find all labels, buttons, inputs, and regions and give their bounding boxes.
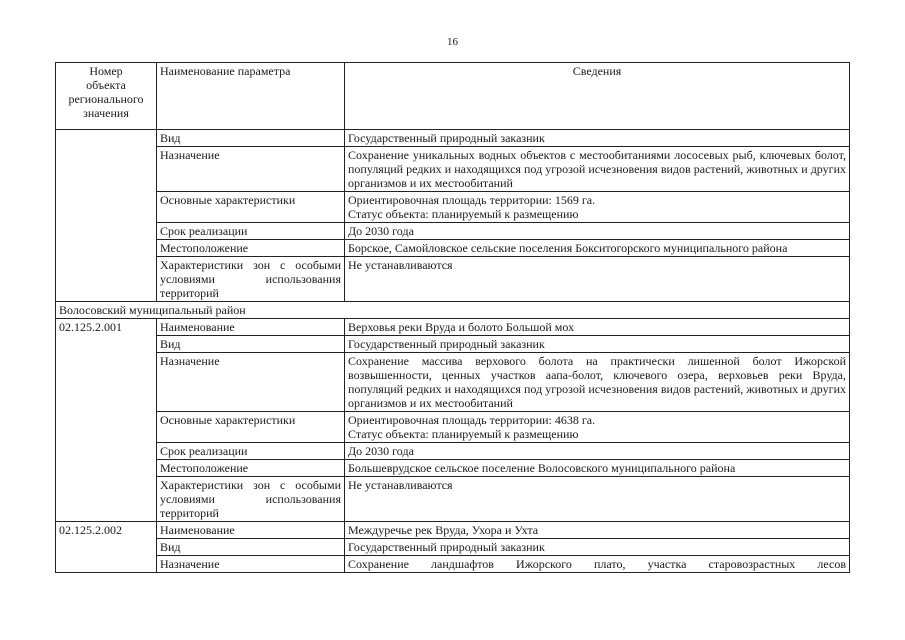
table-row <box>56 412 850 443</box>
param-name: Характеристики зон с особыми условиями использования территорий <box>157 477 345 522</box>
param-name: Местоположение <box>157 460 345 477</box>
param-name: Вид <box>157 130 345 147</box>
table-row <box>56 477 850 522</box>
param-name: Характеристики зон с особыми условиями использования территорий <box>157 257 345 302</box>
param-value: Не устанавливаются <box>345 477 850 522</box>
param-value: Государственный природный заказник <box>345 539 850 556</box>
table-row <box>56 522 850 539</box>
param-value: Борское, Самойловское сельские поселения Бокситогорского муниципального района <box>345 240 850 257</box>
table-row <box>56 240 850 257</box>
param-value: Сохранение ландшафтов Ижорского плато, участка старовозрастных лесов <box>345 556 850 573</box>
object-number: 02.125.2.002 <box>56 522 157 573</box>
param-name: Наименование <box>157 319 345 336</box>
param-name: Срок реализации <box>157 223 345 240</box>
table-row <box>56 130 850 147</box>
page-number: 16 <box>447 36 458 48</box>
object-number: 02.125.2.001 <box>56 319 157 522</box>
param-value: Ориентировочная площадь территории: 1569 га. Статус объекта: планируемый к размещению <box>345 192 850 223</box>
param-name: Назначение <box>157 353 345 412</box>
header-object-number: Номер объекта регионального значения <box>56 63 157 130</box>
table-header-row <box>56 63 850 130</box>
param-name: Срок реализации <box>157 443 345 460</box>
parameters-table <box>55 62 850 573</box>
param-name: Местоположение <box>157 240 345 257</box>
section-row <box>56 302 850 319</box>
table-row <box>56 353 850 412</box>
param-name: Назначение <box>157 556 345 573</box>
table-row <box>56 223 850 240</box>
param-value: Междуречье рек Вруда, Ухора и Ухта <box>345 522 850 539</box>
object-number-cell <box>56 130 157 302</box>
param-name: Наименование <box>157 522 345 539</box>
table-row <box>56 319 850 336</box>
table-row <box>56 443 850 460</box>
param-value: Не устанавливаются <box>345 257 850 302</box>
param-name: Вид <box>157 336 345 353</box>
param-value: Сохранение массива верхового болота на практически лишенной болот Ижорской возвышенности, ценных участков аапа-болот, ключевого озера, верховьев реки Вруда, популяций редких и находящихся под угрозой исчезновения видов растений, животных и других организмов и их местообитаний <box>345 353 850 412</box>
table-row <box>56 147 850 192</box>
section-title: Волосовский муниципальный район <box>56 302 850 319</box>
param-value: Сохранение уникальных водных объектов с местообитаниями лососевых рыб, ключевых болот, популяций редких и находящихся под угрозой исчезновения видов растений, животных и других организмов и их местообитаний <box>345 147 850 192</box>
table-row <box>56 336 850 353</box>
header-parameter-name: Наименование параметра <box>157 63 345 130</box>
param-name: Основные характеристики <box>157 192 345 223</box>
table-row <box>56 539 850 556</box>
param-value: До 2030 года <box>345 443 850 460</box>
param-name: Основные характеристики <box>157 412 345 443</box>
table-row <box>56 192 850 223</box>
param-name: Назначение <box>157 147 345 192</box>
param-name: Вид <box>157 539 345 556</box>
param-value: Большеврудское сельское поселение Волосовского муниципального района <box>345 460 850 477</box>
table-row <box>56 460 850 477</box>
param-value: Ориентировочная площадь территории: 4638 га. Статус объекта: планируемый к размещению <box>345 412 850 443</box>
header-details: Сведения <box>345 63 850 130</box>
table-row <box>56 556 850 573</box>
table-row <box>56 257 850 302</box>
param-value: До 2030 года <box>345 223 850 240</box>
param-value: Верховья реки Вруда и болото Большой мох <box>345 319 850 336</box>
param-value: Государственный природный заказник <box>345 336 850 353</box>
param-value: Государственный природный заказник <box>345 130 850 147</box>
